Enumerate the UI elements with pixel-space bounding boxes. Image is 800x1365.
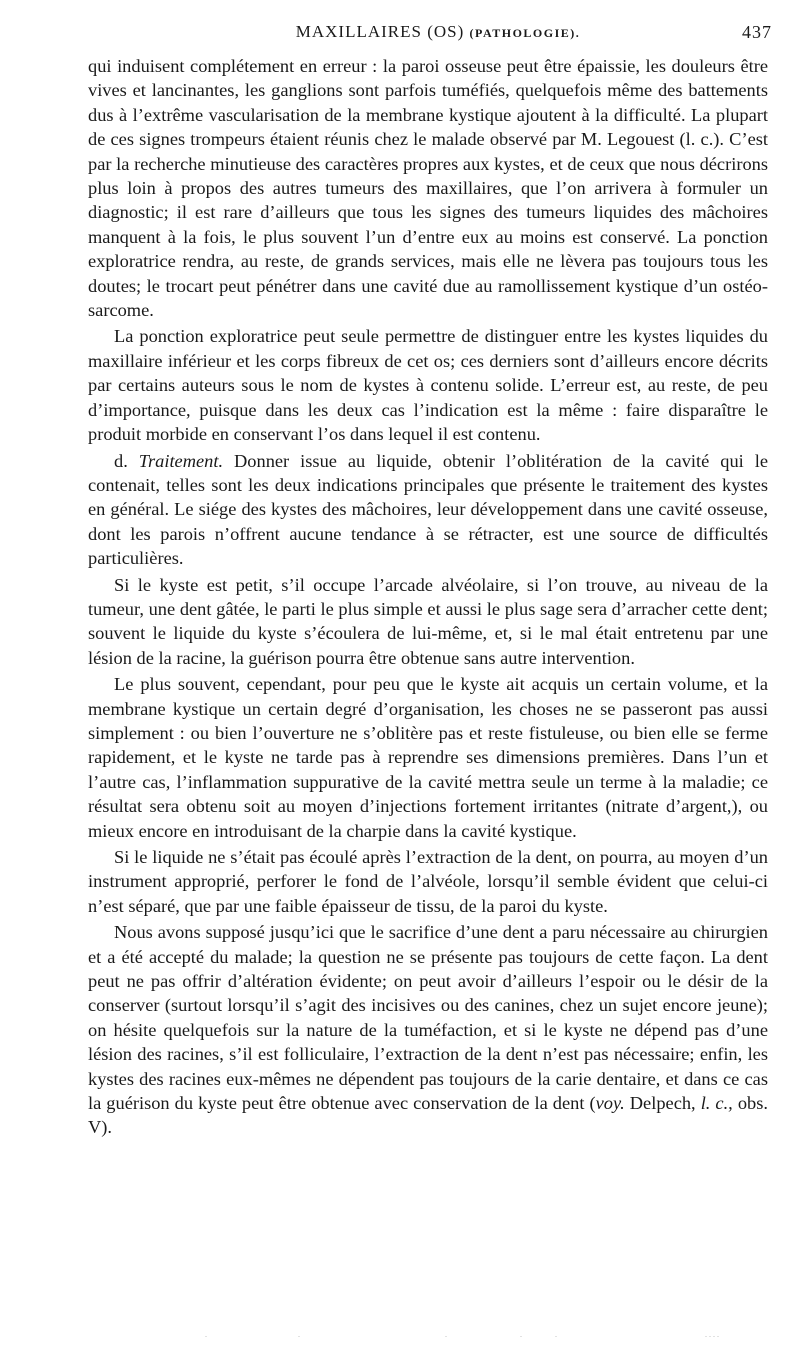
- page-number: 437: [742, 22, 772, 42]
- dot: .: [520, 1330, 522, 1339]
- section-number: d.: [114, 450, 128, 471]
- dot: .: [445, 1330, 447, 1339]
- dot: .: [298, 1330, 300, 1339]
- paragraph-7: Nous avons supposé jusqu’ici que le sacrifice d’une dent a paru nécessaire au chirurgien et a été accepté du malade; la question ne se présente pas toujours de cette façon. La dent peut ne pas offrir d’altération évidente; on peut avoir d’ailleurs l’espoir ou le désir de la conserver (surtout lorsqu’il s’agit des incisives ou des canines, chez un sujet encore jeune); on hésite quelquefois sur la nature de la tuméfaction, et si le kyste ne dépend pas d’une lésion des racines, s’il est folliculaire, l’extraction de la dent n’est pas nécessaire; enfin, les kystes des racines eux-mêmes ne dépendent pas toujours de la carie dentaire, et dans ce cas la guérison du kyste peut être obtenue avec conservation de la dent (voy. Delpech, l. c., obs. V).: [88, 922, 768, 1138]
- dot: . . . .: [705, 1330, 719, 1339]
- paragraph-3-treatment: [88, 449, 768, 571]
- body-text: [88, 54, 768, 1140]
- reference-tail: obs. V).: [88, 1093, 768, 1138]
- reference-author: Delpech,: [629, 1093, 696, 1114]
- paragraph-1: qui induisent complétement en erreur : la paroi osseuse peut être épaissie, les douleurs être vives et lancinantes, les ganglions sont parfois tuméfiés, quelquefois même des battements dus à l’extrême vascularisation de la membrane kystique ajoutent à la difficulté. La plupart de ces signes trompeurs étaient réunis chez le malade observé par M. Legouest (l. c.). C’est par la recherche minutieuse des caractères propres aux kystes, et de ceux que nous décrirons plus loin à propos des autres tumeurs des maxillaires, que l’on arrivera à formuler un diagnostic; il est rare d’ailleurs que tous les signes des tumeurs liquides des mâchoires manquent à la fois, le plus souvent l’un d’entre eux au moins est conservé. La ponction exploratrice rendra, au reste, de grands services, mais elle ne lèvera pas toujours tous les doutes; le trocart peut pénétrer dans une cavité due au ramollissement kystique d’un ostéo-sarcome.: [88, 56, 768, 321]
- paragraph-4: Si le kyste est petit, s’il occupe l’arcade alvéolaire, si l’on trouve, au niveau de la tumeur, une dent gâtée, le parti le plus simple et aussi le plus sage sera d’arracher cette dent; souvent le liquide du kyste s’écoulera de lui-même, et, si le mal était entretenu par une lésion de la racine, la guérison pourra être obtenue sans autre intervention.: [88, 574, 768, 668]
- reference-voy: voy.: [595, 1093, 625, 1114]
- running-head-subtitle: (PATHOLOGIE).: [469, 26, 581, 40]
- reference-location: l. c.,: [700, 1093, 733, 1114]
- running-head: [88, 22, 772, 54]
- scan-artifact-dots: [0, 1330, 800, 1340]
- paragraph-6: Si le liquide ne s’était pas écoulé après l’extraction de la dent, on pourra, au moyen d’un instrument approprié, perforer le fond de l’alvéole, lorsqu’il semble évident que celui-ci n’est séparé, que par une faible épaisseur de tissu, de la paroi du kyste.: [88, 847, 768, 916]
- running-head-title: MAXILLAIRES (OS): [295, 22, 465, 41]
- dot: .: [205, 1330, 207, 1339]
- section-title: Traitement.: [138, 450, 224, 471]
- running-head-title-group: [296, 22, 581, 42]
- paragraph-2: La ponction exploratrice peut seule permettre de distinguer entre les kystes liquides du maxillaire inférieur et les corps fibreux de cet os; ces derniers sont d’ailleurs encore décrits par certains auteurs sous le nom de kystes à contenu solide. L’erreur est, au reste, de peu d’importance, puisque dans les deux cas l’indication est la même : faire disparaître le produit morbide en conservant l’os dans lequel il est contenu.: [88, 326, 768, 445]
- paragraph-7-text: Nous avons supposé jusqu’ici que le sacrifice d’une dent a paru nécessaire au chirurgien et a été accepté du malade; la question ne se présente pas toujours de cette façon. La dent peut ne pas offrir d’altération évidente; on peut avoir d’ailleurs l’espoir ou le désir de la conserver (surtout lorsqu’il s’agit des incisives ou des canines, chez un sujet encore jeune); on hésite quelquefois sur la nature de la tuméfaction, et si le kyste ne dépend pas d’une lésion des racines, s’il est folliculaire, l’extraction de la dent n’est pas nécessaire; enfin, les kystes des racines eux-mêmes ne dépendent pas toujours de la carie dentaire, et dans ce cas la guérison du kyste peut être obtenue avec conservation de la dent: [88, 922, 768, 1114]
- page: [88, 22, 772, 1140]
- paragraph-5: Le plus souvent, cependant, pour peu que le kyste ait acquis un certain volume, et la membrane kystique un certain degré d’organisation, les choses ne se passeront pas aussi simplement : ou bien l’ouverture ne s’oblitère pas et reste fistuleuse, ou bien elle se ferme rapidement, et le kyste ne tarde pas à reprendre ses dimensions premières. Dans l’un et l’autre cas, l’inflammation suppurative de la cavité mettra seule un terme à la maladie; ce résultat sera obtenu soit au moyen d’injections fortement irritantes (nitrate d’argent,), ou mieux encore en introduisant de la charpie dans la cavité kystique.: [88, 674, 768, 841]
- paragraph-3-text: Donner issue au liquide, obtenir l’oblitération de la cavité qui le contenait, telles sont les deux indications principales que présente le traitement des kystes en général. Le siége des kystes des mâchoires, leur développement dans une cavité osseuse, dont les parois n’offrent aucune tendance à se rétracter, est une source de difficultés particulières.: [88, 450, 768, 569]
- dot: .: [555, 1330, 557, 1339]
